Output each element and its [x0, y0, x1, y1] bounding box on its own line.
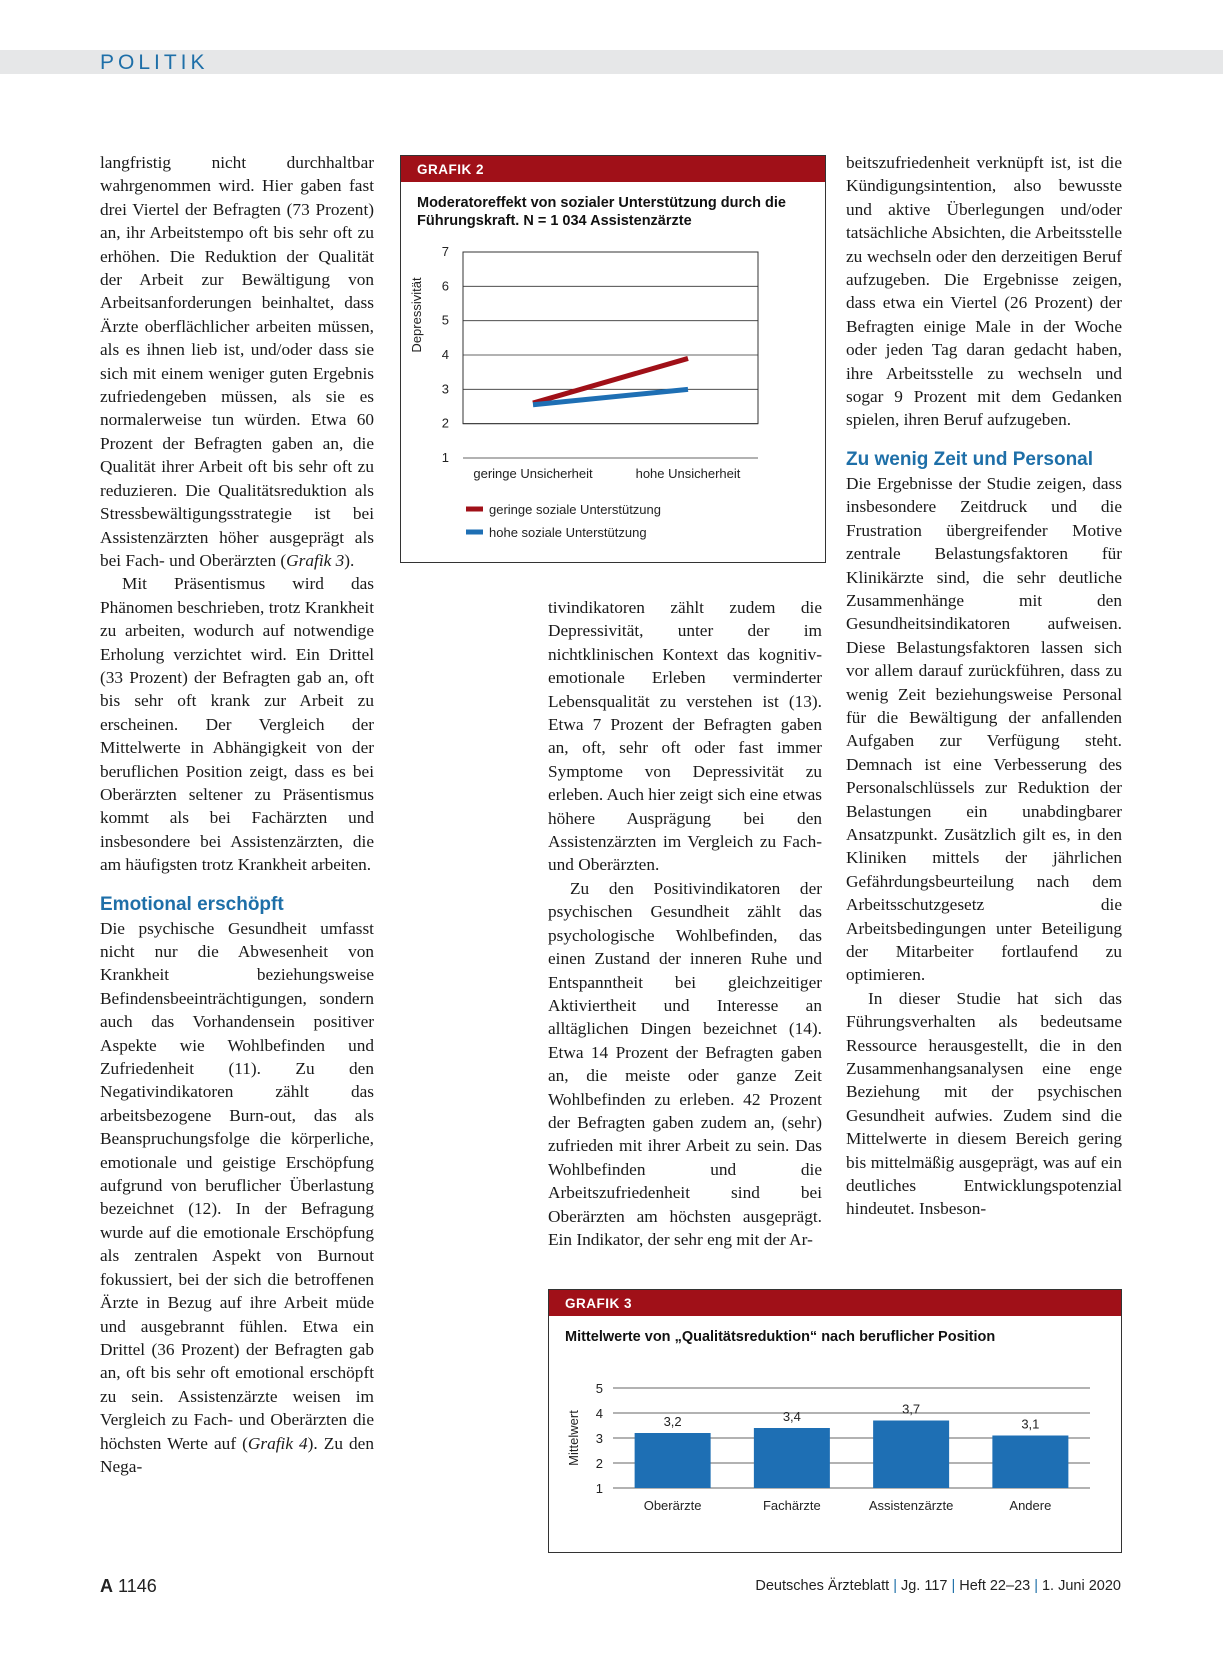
y-tick-label: 5 [595, 1381, 603, 1396]
text-column-1 [100, 151, 374, 1478]
legend-label: geringe soziale Unterstützung [489, 502, 661, 517]
figure-reference[interactable]: Grafik 4 [247, 1433, 308, 1453]
paragraph: langfristig nicht durchhaltbar wahrgenommen wird. Hier gaben fast drei Viertel der Befragten (73 Prozent) an, ihr Arbeitstempo oft bis sehr oft zu erhöhen. Die Reduktion der Qualität der Arbeit zur Bewältigung von Arbeitsanforderungen beinhaltet, dass Ärzte oberflächlicher arbeiten müssen, als es ihnen lieb ist, und/oder dass sie sich mit einem weniger guten Ergebnis zufriedengeben müssen, als sie es normalerweise tun würden. Etwa 60 Prozent der Befragten gaben an, die Qualität ihrer Arbeit oft bis sehr oft zu reduzieren. Die Qualitätsreduktion als Stressbewältigungsstrategie ist bei Assistenzärzten höher ausgeprägt als bei Fach- und Oberärzten (Grafik 3). [100, 153, 374, 570]
y-tick-label: 1 [441, 450, 449, 465]
page-number: A 1146 [100, 1576, 157, 1596]
x-tick-label: Assistenzärzte [868, 1498, 954, 1513]
bar-chart [549, 1290, 1121, 1552]
y-tick-label: 3 [595, 1431, 603, 1446]
paragraph: Die psychische Gesundheit umfasst nicht nur die Abwesenheit von Krankheit beziehungsweise Befindensbeeinträchtigungen, sondern auch das Vorhandensein positiver Aspekte wie Wohlbefinden und Zufriedenheit (11). Zu den Negativindikatoren zählt das arbeitsbezogene Burn-out, das als Beanspruchungsfolge die körperliche, emotionale und geistige Erschöpfung aufgrund von beruflicher Überlastung bezeichnet (12). In der Befragung wurde auf die emotionale Erschöpfung als zentralen Aspekt von Burnout fokussiert, bei der sich die betroffenen Ärzte in Bezug auf ihre Arbeit müde und ausgebrannt fühlen. Etwa ein Drittel (36 Prozent) der Befragten gab an, oft bis sehr oft emotional erschöpft zu sein. Assistenzärzte weisen im Vergleich zu Fach- und Oberärzten die höchsten Werte auf (Grafik 4). Zu den Nega- [100, 918, 374, 1476]
figure-reference[interactable]: Grafik 3 [286, 550, 345, 570]
journal-name: Deutsches Ärzteblatt [755, 1578, 890, 1594]
journal-footer: Deutsches Ärzteblatt | Jg. 117 | Heft 22–23 | 1. Juni 2020 [755, 1578, 1121, 1594]
x-tick-label: hohe Unsicherheit [635, 466, 741, 481]
bar-value-label: 3,7 [902, 1401, 921, 1417]
y-tick-label: 2 [595, 1456, 603, 1471]
y-tick-label: 6 [441, 278, 449, 294]
y-tick-label: 4 [441, 347, 449, 362]
journal-volume: Jg. 117 [900, 1578, 948, 1594]
paragraph: Mit Präsentismus wird das Phänomen beschrieben, trotz Krankheit zu arbeiten, wodurch auf notwendige Erholung verzichtet wird. Ein Drittel (33 Prozent) der Befragten gab an, oft bis sehr oft krank zur Arbeit zu erscheinen. Der Vergleich der Mittelwerte in Abhängigkeit von der beruflichen Position zeigt, dass es bei Oberärzten seltener zu Präsentismus kommt als bei Fachärzten und insbesondere bei Assistenzärzten, die am häufigsten trotz Krankheit arbeiten. [100, 574, 374, 875]
figure-title: Moderatoreffekt von sozialer Unterstützung durch die Führungskraft. N = 1 034 Assistenzärzte [417, 195, 786, 229]
section-label: POLITIK [100, 51, 209, 74]
y-axis-label: Mittelwert [566, 1410, 581, 1466]
bar-value-label: 3,2 [663, 1414, 682, 1429]
bar-value-label: 3,4 [782, 1409, 801, 1424]
paragraph: Die Ergebnisse der Studie zeigen, dass insbesondere Zeitdruck und die Frustration übergreifender Motive zentrale Belastungsfaktoren für Klinikärzte sind, die sehr deutliche Zusammenhänge mit den Gesundheitsindikatoren aufweisen. Diese Belastungsfaktoren lassen sich vor allem darauf zurückführen, dass zu wenig Zeit beziehungsweise Personal für die Bewältigung der anfallenden Aufgaben zur Verfügung steht. Demnach ist eine Verbesserung des Personalschlüssels zur Reduktion der Belastungen ein unabdingbarer Ansatzpunkt. Zusätzlich gilt es, in den Kliniken mittels der jährlichen Gefährdungsbeurteilung nach dem Arbeitsschutzgesetz die Arbeitsbedingungen unter Beteiligung der Mitarbeiter fortlaufend zu optimieren. [846, 473, 1122, 985]
line-chart [401, 156, 825, 562]
paragraph: In dieser Studie hat sich das Führungsverhalten als bedeutsame Ressource herausgestellt, die in den Zusammenhangsanalysen eine enge Beziehung mit der psychischen Gesundheit aufwies. Zudem sind die Mittelwerte in diesem Bereich gering bis mittelmäßig ausgeprägt, was auf ein deutliches Entwicklungspotenzial hindeutet. Insbeson- [846, 988, 1122, 1219]
figure-grafik-2 [400, 155, 826, 563]
paragraph: beitszufriedenheit verknüpft ist, ist die Kündigungsintention, also bewusste und aktive Überlegungen und/oder tatsächliche Absichten, die Arbeitsstelle zu wechseln oder den derzeitigen Beruf aufzugeben. Die Ergebnisse zeigen, dass etwa ein Viertel (26 Prozent) der Befragten einige Male in der Woche oder jeden Tag daran gedacht haben, ihre Arbeitsstelle zu wechseln und sogar 9 Prozent mit dem Gedanken spielen, ihren Beruf aufzugeben. [846, 153, 1122, 430]
x-tick-label: Oberärzte [643, 1498, 702, 1513]
x-tick-label: Andere [1009, 1498, 1052, 1513]
figure-label: GRAFIK 3 [549, 1290, 1121, 1316]
x-tick-label: Fachärzte [762, 1498, 821, 1513]
figure-title: Mittelwerte von „Qualitätsreduktion“ nach beruflicher Position [565, 1329, 996, 1345]
figure-label: GRAFIK 2 [401, 156, 825, 182]
bar [635, 1433, 711, 1488]
bar [992, 1436, 1068, 1489]
legend-label: hohe soziale Unterstützung [489, 525, 647, 540]
journal-date: 1. Juni 2020 [1041, 1578, 1121, 1594]
paragraph: Zu den Positivindikatoren der psychischen Gesundheit zählt das psychologische Wohlbefinden, das einen Zustand der inneren Ruhe und Entspanntheit bei gleichzeitiger Aktiviertheit und Interesse an alltäglichen Dingen bezeichnet (14). Etwa 14 Prozent der Befragten gaben an, die meiste oder ganze Zeit Wohlbefinden zu erleben. 42 Prozent der Befragten gaben zudem an, (sehr) zufrieden mit ihrer Arbeit zu sein. Das Wohlbefinden und die Arbeitszufriedenheit sind bei Oberärzten am höchsten ausgeprägt. Ein Indikator, der sehr eng mit der Ar- [548, 878, 822, 1249]
bar [754, 1428, 830, 1488]
bar-value-label: 3,1 [1021, 1416, 1040, 1432]
y-tick-label: 5 [441, 312, 449, 328]
bar [873, 1421, 949, 1489]
figure-grafik-3 [548, 1289, 1122, 1553]
journal-issue: Heft 22–23 [959, 1578, 1031, 1594]
x-tick-label: geringe Unsicherheit [473, 466, 593, 481]
y-tick-label: 7 [441, 244, 449, 259]
y-axis-label: Depressivität [409, 277, 424, 353]
y-tick-label: 4 [595, 1406, 603, 1421]
section-heading: Zu wenig Zeit und Personal [846, 448, 1094, 470]
section-heading: Emotional erschöpft [100, 893, 284, 915]
y-tick-label: 3 [441, 381, 449, 397]
paragraph: tivindikatoren zählt zudem die Depressivität, unter der im nichtklinischen Kontext das kognitiv-emotionale Erleben verminderter Lebensqualität zu verstehen ist (13). Etwa 7 Prozent der Befragten gaben an, oft, sehr oft oder fast immer Symptome von Depressivität zu erleben. Auch hier zeigt sich eine etwas höhere Ausprägung bei den Assistenzärzten im Vergleich zu Fach- und Oberärzten. [548, 598, 822, 875]
text-column-2 [548, 596, 822, 1251]
text-column-3 [846, 151, 1122, 1221]
y-tick-label: 1 [595, 1481, 603, 1496]
y-tick-label: 2 [441, 415, 449, 431]
